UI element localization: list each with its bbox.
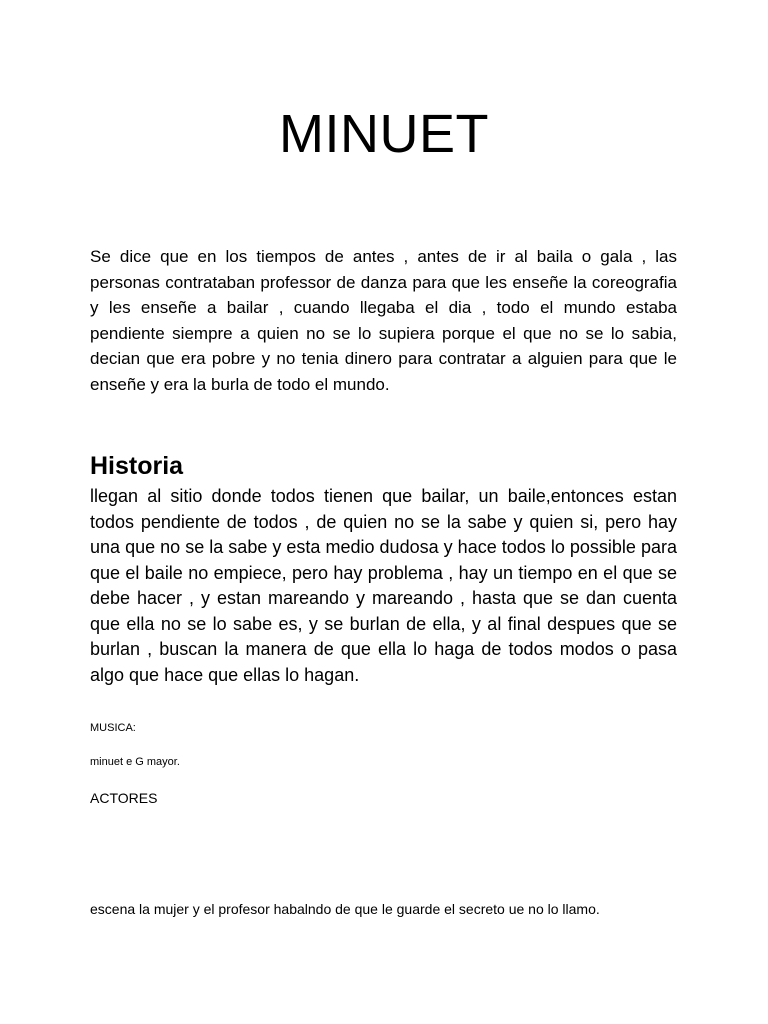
escena-paragraph: escena la mujer y el profesor habalndo de que le guarde el secreto ue no lo llamo. <box>90 901 600 917</box>
actores-label: ACTORES <box>90 790 158 806</box>
musica-value: minuet e G mayor. <box>90 756 180 768</box>
document-title: MINUET <box>279 104 489 164</box>
history-heading: Historia <box>90 452 184 480</box>
musica-label: MUSICA: <box>90 722 136 734</box>
intro-paragraph: Se dice que en los tiempos de antes , antes de ir al baila o gala , las personas contrataban professor de danza para que les enseñe la coreografia y les enseñe a bailar , cuando llegaba el dia , todo el mundo estaba pendiente siempre a quien no se lo supiera porque el que no se lo sabia, decian que era pobre y no tenia dinero para contratar a alguien para que le enseñe y era la burla de todo el mundo. <box>90 247 677 394</box>
history-paragraph: llegan al sitio donde todos tienen que bailar, un baile,entonces estan todos pendiente de todos , de quien no se la sabe y quien si, pero hay una que no se la sabe y esta medio dudosa y hace todos lo possible para que el baile no empiece, pero hay problema , hay un tiempo en el que se debe hacer , y estan mareando y mareando , hasta que se dan cuenta que ella no se lo sabe es, y se burlan de ella, y al final despues que se burlan , buscan la manera de que ella lo haga de todos modos o pasa algo que hace que ellas lo hagan. <box>90 486 677 685</box>
